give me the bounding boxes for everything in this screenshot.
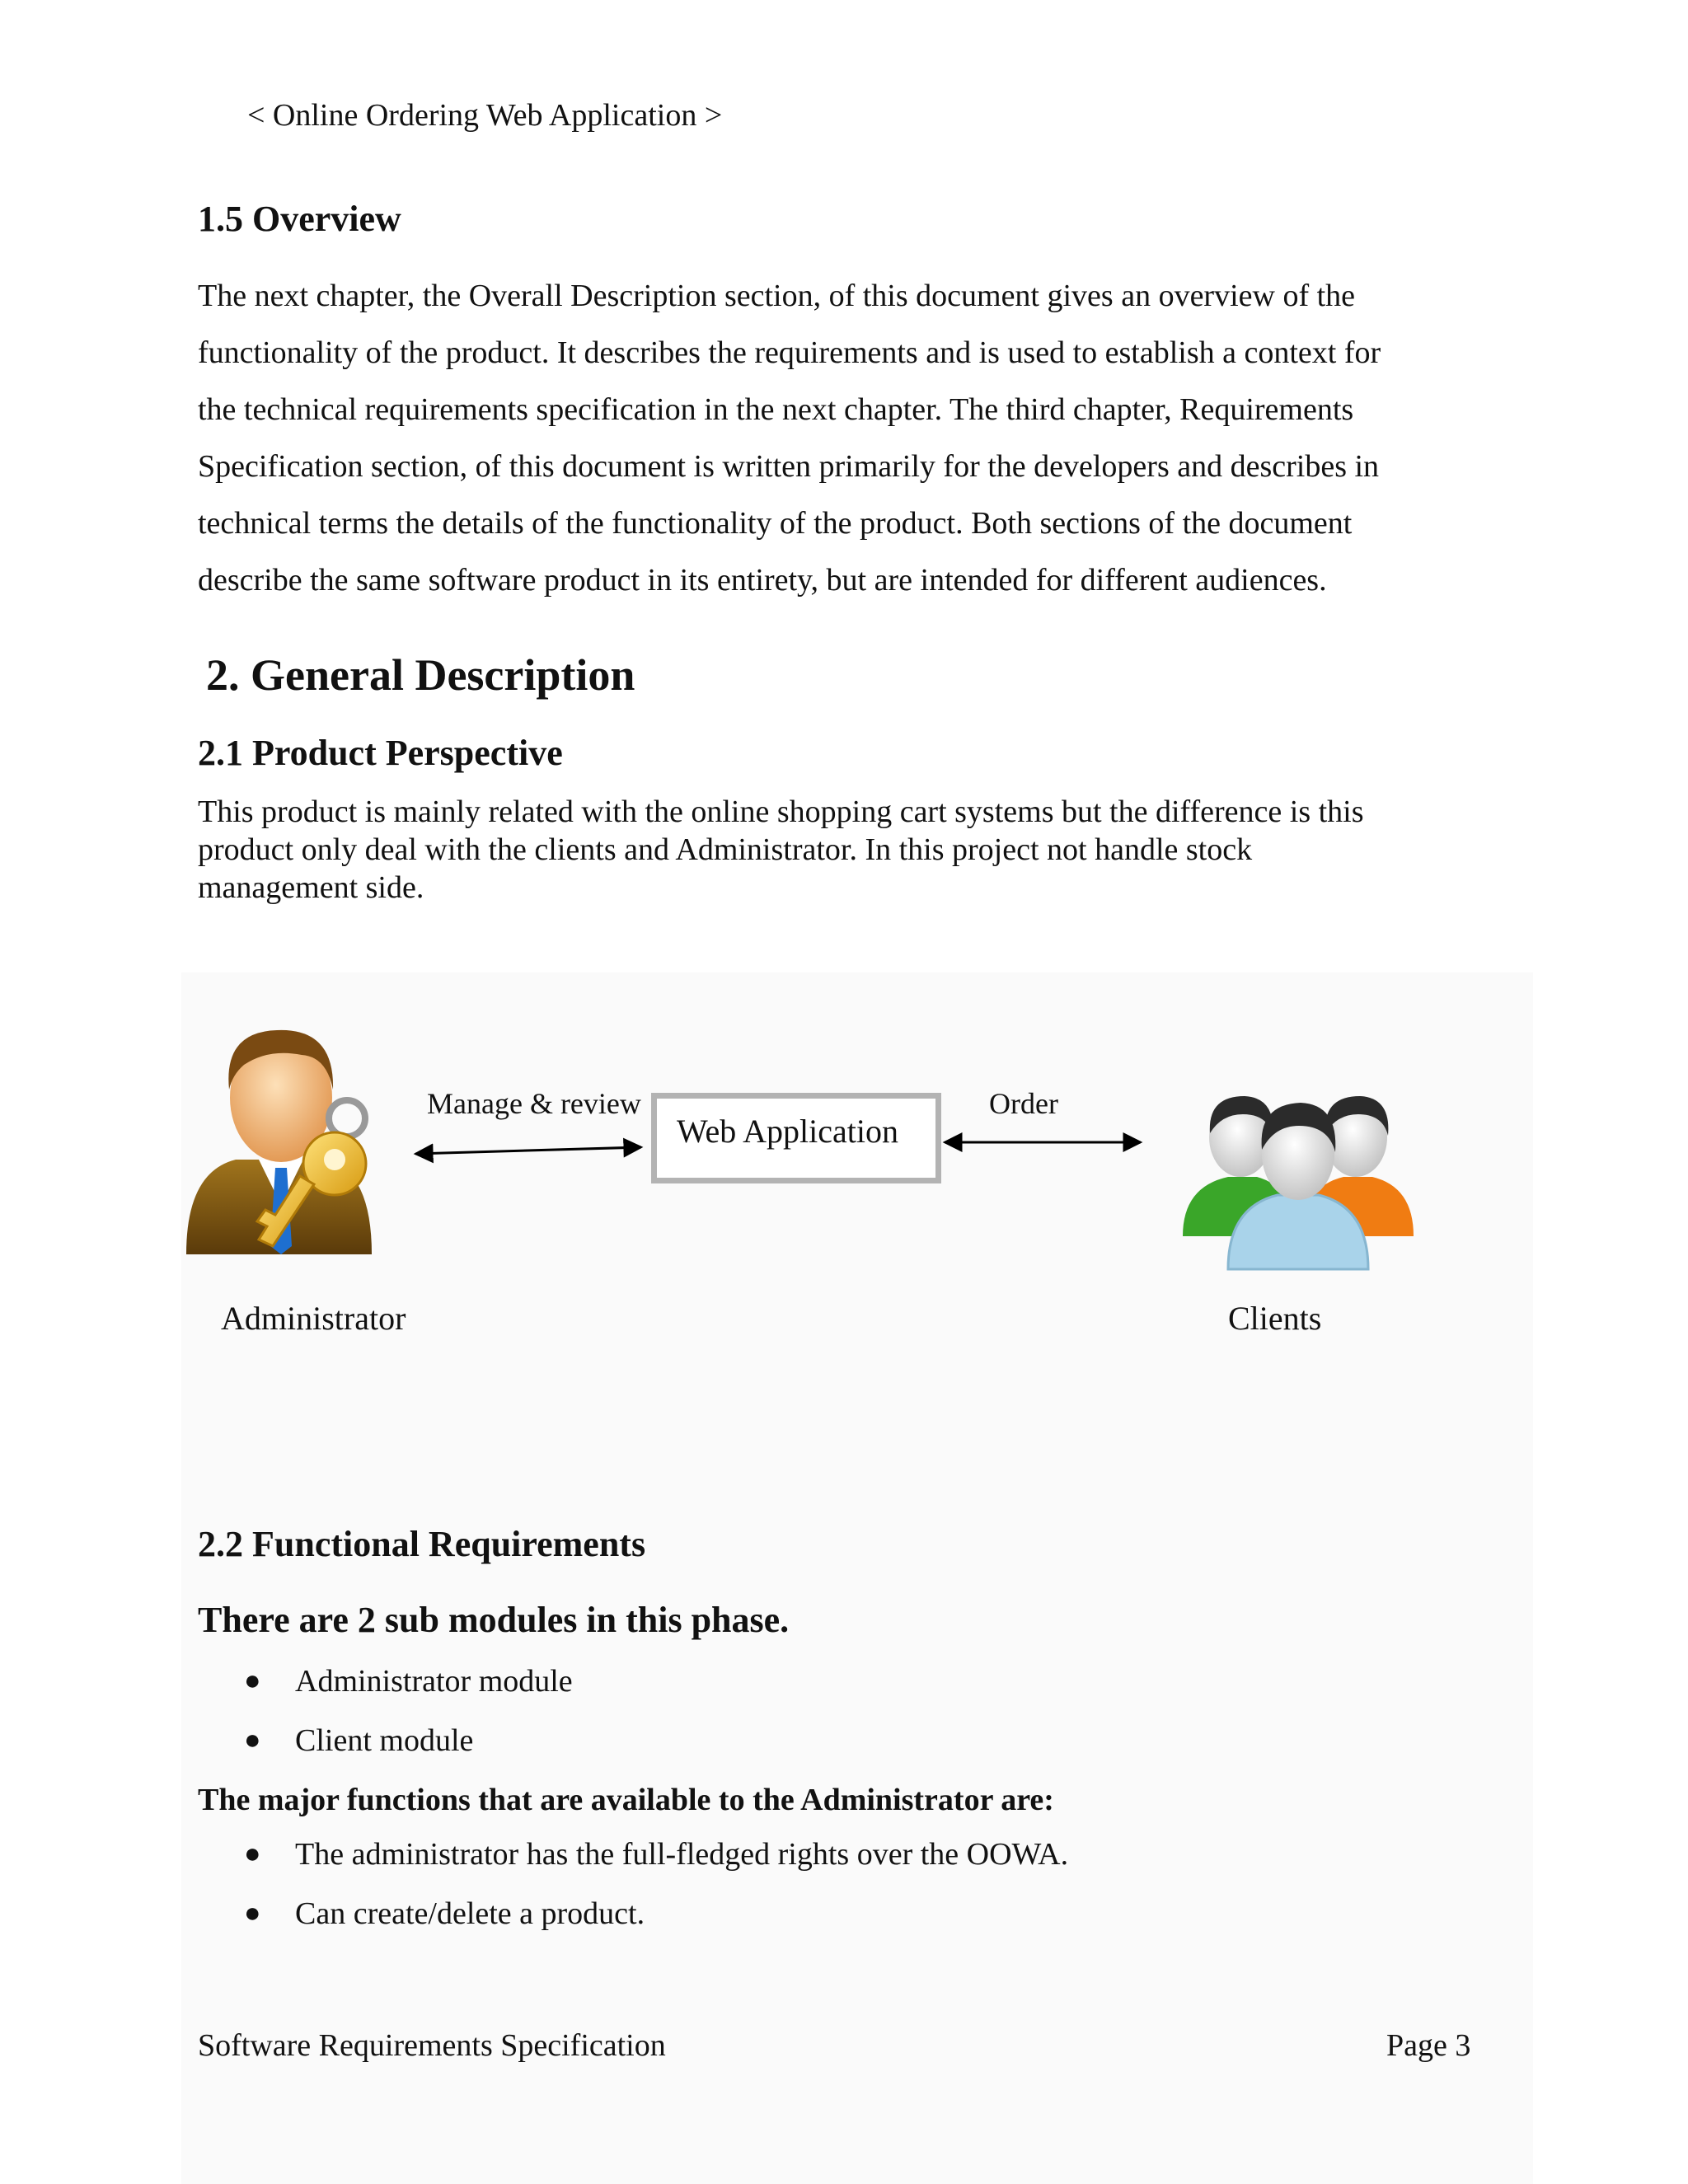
- general-description-heading: 2. General Description: [206, 650, 635, 700]
- bullet-icon: ●: [244, 1898, 261, 1929]
- administrator-label: Administrator: [221, 1300, 406, 1337]
- perspective-line: management side.: [198, 870, 424, 905]
- product-perspective-heading: 2.1 Product Perspective: [198, 733, 563, 773]
- order-label: Order: [989, 1087, 1058, 1120]
- list-item: ● Can create/delete a product.: [244, 1896, 645, 1931]
- manage-review-label: Manage & review: [427, 1087, 641, 1120]
- list-item: ● Client module: [244, 1723, 474, 1758]
- functional-requirements-heading: 2.2 Functional Requirements: [198, 1524, 646, 1564]
- admin-webapp-arrow: [415, 1147, 641, 1154]
- submodules-list: [244, 1664, 573, 1783]
- submodules-heading: There are 2 sub modules in this phase.: [198, 1600, 790, 1640]
- list-item: ● The administrator has the full-fledged rights over the OOWA.: [244, 1837, 1069, 1872]
- list-item: ● Administrator module: [244, 1664, 573, 1699]
- footer-page-number: Page 3: [1386, 2028, 1471, 2063]
- overview-heading: 1.5 Overview: [198, 199, 401, 239]
- bullet-icon: ●: [244, 1666, 261, 1696]
- clients-label: Clients: [1228, 1300, 1322, 1337]
- overview-line: technical terms the details of the functionality of the product. Both sections of the document: [198, 506, 1353, 541]
- perspective-line: This product is mainly related with the online shopping cart systems but the difference is this: [198, 794, 1364, 829]
- admin-functions-heading: The major functions that are available to the Administrator are:: [198, 1783, 1054, 1817]
- admin-functions-list: [244, 1837, 1069, 1957]
- document-header: < Online Ordering Web Application >: [247, 98, 723, 133]
- bullet-icon: ●: [244, 1725, 261, 1755]
- overview-line: describe the same software product in its entirety, but are intended for different audiences.: [198, 563, 1327, 598]
- overview-line: the technical requirements specification in the next chapter. The third chapter, Requirements: [198, 392, 1354, 427]
- overview-line: Specification section, of this document is written primarily for the developers and describes in: [198, 449, 1380, 484]
- overview-line: The next chapter, the Overall Description section, of this document gives an overview of the: [198, 279, 1356, 313]
- bullet-icon: ●: [244, 1839, 261, 1869]
- footer-document-title: Software Requirements Specification: [198, 2028, 666, 2063]
- perspective-line: product only deal with the clients and Administrator. In this project not handle stock: [198, 832, 1253, 867]
- overview-line: functionality of the product. It describes the requirements and is used to establish a context for: [198, 335, 1381, 370]
- web-application-label: Web Application: [677, 1113, 898, 1150]
